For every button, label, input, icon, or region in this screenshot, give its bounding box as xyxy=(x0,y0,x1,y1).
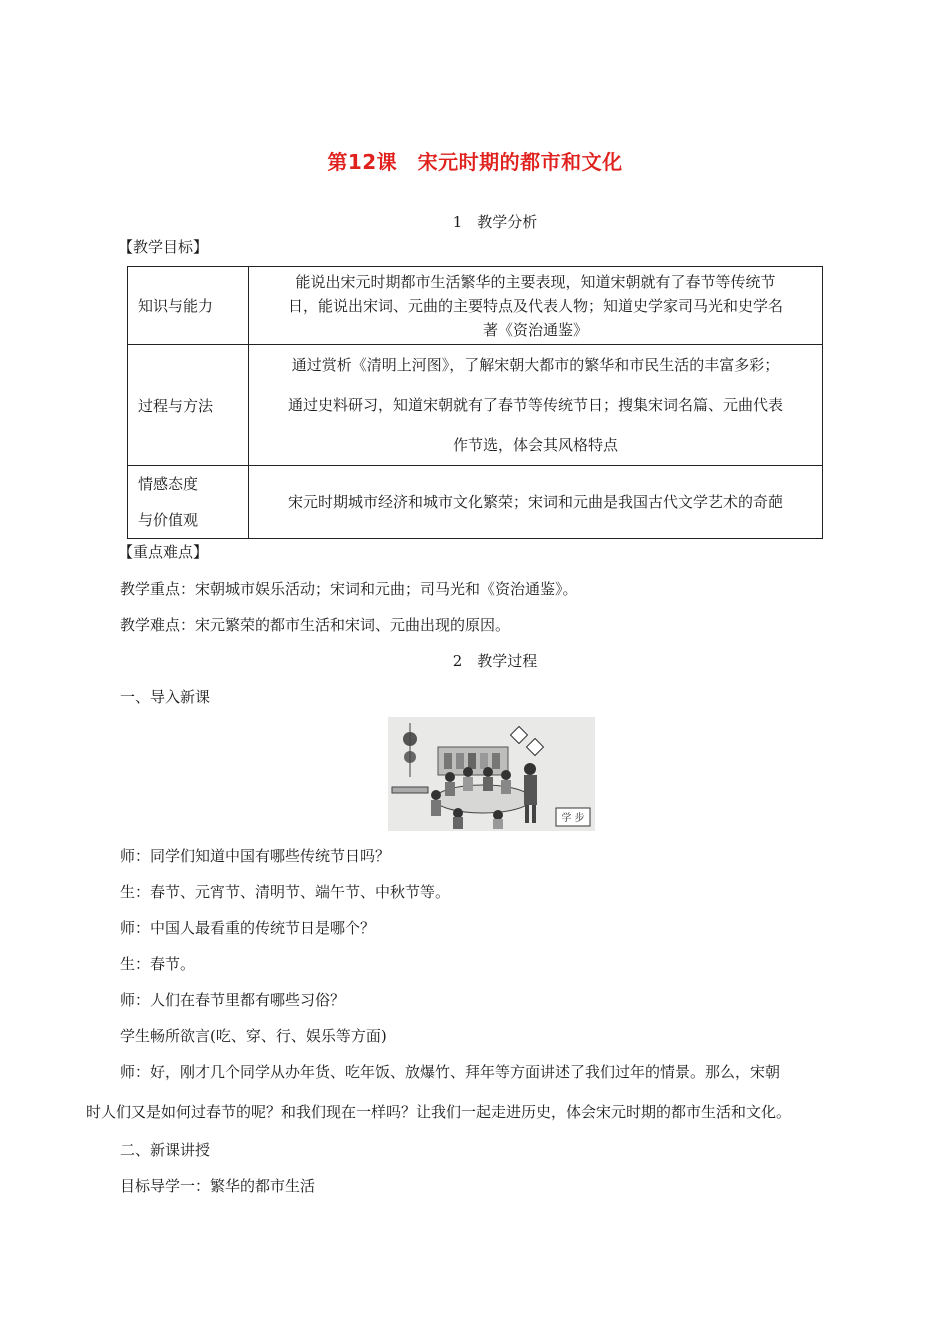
key-line: 情感态度 xyxy=(138,475,199,493)
dialogue-line: 师：人们在春节里都有哪些习俗？ xyxy=(120,991,346,1009)
value-line: 著《资治通鉴》 xyxy=(482,320,588,339)
table-row xyxy=(128,267,823,345)
row-key-attitude xyxy=(128,466,249,539)
part-intro-heading: 一、导入新课 xyxy=(120,688,211,706)
row-value-process xyxy=(249,345,823,466)
section-heading-process: 2 教学过程 xyxy=(452,652,538,670)
row-key-process: 过程与方法 xyxy=(128,345,249,466)
family-new-year-dinner-illustration xyxy=(388,717,595,831)
table-row xyxy=(128,345,823,466)
dialogue-line: 学生畅所欲言(吃、穿、行、娱乐等方面) xyxy=(120,1027,387,1045)
goal-one-heading: 目标导学一：繁华的都市生活 xyxy=(120,1177,316,1195)
dialogue-line: 师：中国人最看重的传统节日是哪个？ xyxy=(120,919,376,937)
illustration-label: 学 步 xyxy=(561,813,585,824)
value-line: 通过史料研习，知道宋朝就有了春节等传统节日；搜集宋词名篇、元曲代表 xyxy=(287,396,783,414)
row-value-attitude: 宋元时期城市经济和城市文化繁荣；宋词和元曲是我国古代文学艺术的奇葩 xyxy=(249,466,823,539)
dialogue-line: 生：春节。 xyxy=(120,955,196,973)
teaching-goals-table xyxy=(127,266,823,539)
paragraph-line: 师：好，刚才几个同学从办年货、吃年饭、放爆竹、拜年等方面讲述了我们过年的情景。那么，宋朝 xyxy=(120,1063,781,1081)
value-line: 能说出宋元时期都市生活繁华的主要表现，知道宋朝就有了春节等传统节 xyxy=(295,272,776,291)
focus-key-point: 教学重点：宋朝城市娱乐活动；宋词和元曲；司马光和《资治通鉴》。 xyxy=(120,580,578,598)
value-line: 日，能说出宋词、元曲的主要特点及代表人物；知道史学家司马光和史学名 xyxy=(287,296,783,315)
goals-label: 【教学目标】 xyxy=(118,238,209,256)
table-row xyxy=(128,466,823,539)
focus-difficult-point: 教学难点：宋元繁荣的都市生活和宋词、元曲出现的原因。 xyxy=(120,616,511,634)
value-line: 作节选，体会其风格特点 xyxy=(452,436,618,454)
focus-label: 【重点难点】 xyxy=(118,543,209,561)
key-line: 与价值观 xyxy=(138,511,199,529)
value-line: 通过赏析《清明上河图》，了解宋朝大都市的繁华和市民生活的丰富多彩； xyxy=(291,356,780,374)
section-heading-analysis: 1 教学分析 xyxy=(452,213,538,231)
row-key-knowledge: 知识与能力 xyxy=(128,267,249,345)
dialogue-line: 师：同学们知道中国有哪些传统节日吗？ xyxy=(120,847,391,865)
row-value-knowledge xyxy=(249,267,823,345)
part-lecture-heading: 二、新课讲授 xyxy=(120,1141,211,1159)
paragraph-line: 时人们又是如何过春节的呢？和我们现在一样吗？让我们一起走进历史，体会宋元时期的都市生活和文化。 xyxy=(86,1103,792,1121)
dialogue-line: 生：春节、元宵节、清明节、端午节、中秋节等。 xyxy=(120,883,451,901)
lesson-title: 第12课 宋元时期的都市和文化 xyxy=(327,150,623,174)
